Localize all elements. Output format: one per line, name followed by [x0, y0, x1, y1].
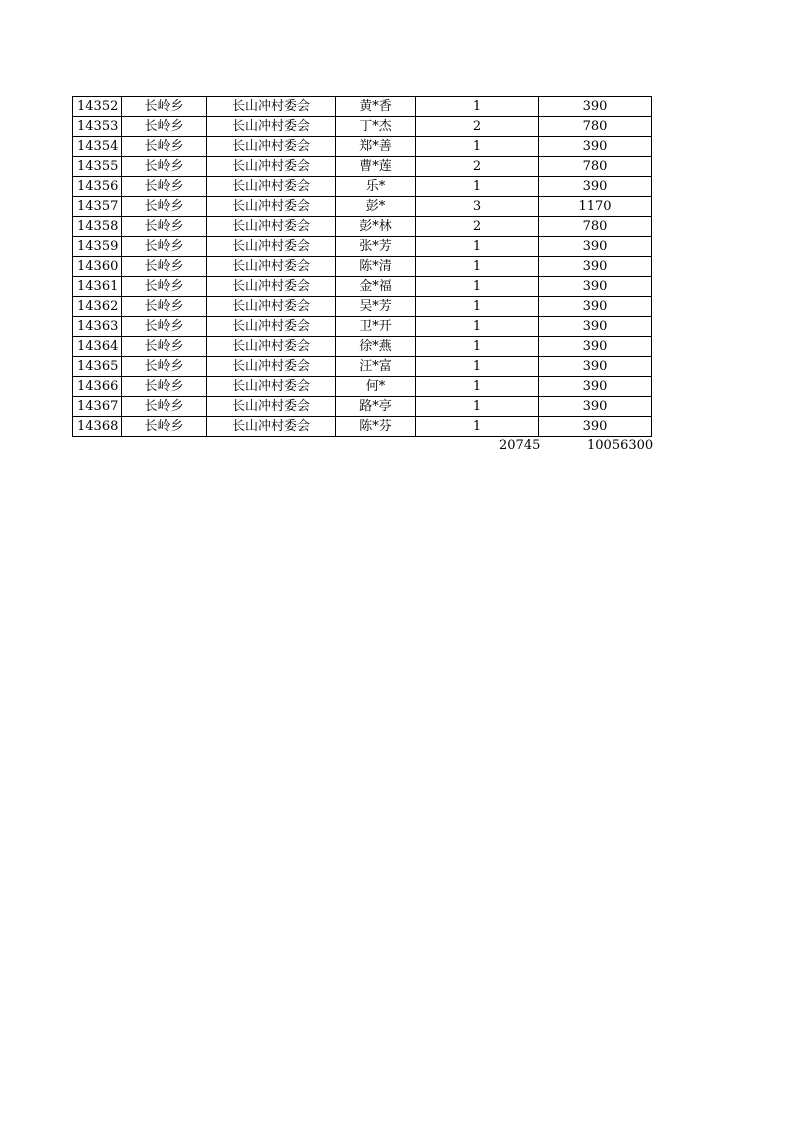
count-cell: 3 [416, 197, 539, 217]
table-row [73, 197, 652, 217]
row-id-cell: 14357 [73, 197, 122, 217]
amount-cell: 390 [539, 337, 652, 357]
table-body [73, 97, 652, 437]
amount-cell: 390 [539, 237, 652, 257]
village-committee-cell: 长山冲村委会 [207, 197, 336, 217]
table-row [73, 377, 652, 397]
village-committee-cell: 长山冲村委会 [207, 317, 336, 337]
table-row [73, 237, 652, 257]
village-committee-cell: 长山冲村委会 [207, 117, 336, 137]
township-cell: 长岭乡 [122, 377, 207, 397]
amount-cell: 390 [539, 377, 652, 397]
count-cell: 1 [416, 177, 539, 197]
count-cell: 1 [416, 137, 539, 157]
amount-cell: 780 [539, 217, 652, 237]
person-name-cell: 吴*芳 [336, 297, 416, 317]
amount-cell: 390 [539, 257, 652, 277]
township-cell: 长岭乡 [122, 117, 207, 137]
person-name-cell: 陈*清 [336, 257, 416, 277]
village-committee-cell: 长山冲村委会 [207, 97, 336, 117]
village-committee-cell: 长山冲村委会 [207, 237, 336, 257]
township-cell: 长岭乡 [122, 357, 207, 377]
person-name-cell: 丁*杰 [336, 117, 416, 137]
table-row [73, 157, 652, 177]
village-committee-cell: 长山冲村委会 [207, 397, 336, 417]
table-row [73, 177, 652, 197]
count-cell: 1 [416, 397, 539, 417]
table-row [73, 257, 652, 277]
amount-cell: 390 [539, 177, 652, 197]
village-committee-cell: 长山冲村委会 [207, 297, 336, 317]
village-committee-cell: 长山冲村委会 [207, 137, 336, 157]
table-row [73, 337, 652, 357]
row-id-cell: 14352 [73, 97, 122, 117]
village-committee-cell: 长山冲村委会 [207, 277, 336, 297]
township-cell: 长岭乡 [122, 257, 207, 277]
table-row [73, 137, 652, 157]
row-id-cell: 14368 [73, 417, 122, 437]
village-committee-cell: 长山冲村委会 [207, 157, 336, 177]
table-row [73, 357, 652, 377]
row-id-cell: 14359 [73, 237, 122, 257]
amount-cell: 390 [539, 357, 652, 377]
totals-row [72, 436, 652, 456]
amount-cell: 390 [539, 317, 652, 337]
township-cell: 长岭乡 [122, 337, 207, 357]
row-id-cell: 14356 [73, 177, 122, 197]
person-name-cell: 金*福 [336, 277, 416, 297]
person-name-cell: 路*亭 [336, 397, 416, 417]
data-table [72, 96, 652, 437]
table-row [73, 317, 652, 337]
count-cell: 1 [416, 337, 539, 357]
amount-cell: 390 [539, 277, 652, 297]
count-cell: 1 [416, 417, 539, 437]
village-committee-cell: 长山冲村委会 [207, 377, 336, 397]
amount-cell: 390 [539, 417, 652, 437]
count-cell: 1 [416, 377, 539, 397]
row-id-cell: 14362 [73, 297, 122, 317]
table-row [73, 417, 652, 437]
table-row [73, 217, 652, 237]
township-cell: 长岭乡 [122, 217, 207, 237]
person-name-cell: 张*芳 [336, 237, 416, 257]
row-id-cell: 14353 [73, 117, 122, 137]
person-name-cell: 何* [336, 377, 416, 397]
township-cell: 长岭乡 [122, 237, 207, 257]
village-committee-cell: 长山冲村委会 [207, 417, 336, 437]
person-name-cell: 曹*莲 [336, 157, 416, 177]
person-name-cell: 卫*开 [336, 317, 416, 337]
village-committee-cell: 长山冲村委会 [207, 357, 336, 377]
amount-cell: 780 [539, 157, 652, 177]
row-id-cell: 14361 [73, 277, 122, 297]
township-cell: 长岭乡 [122, 97, 207, 117]
count-cell: 1 [416, 297, 539, 317]
amount-cell: 780 [539, 117, 652, 137]
count-cell: 1 [416, 317, 539, 337]
person-name-cell: 彭*林 [336, 217, 416, 237]
township-cell: 长岭乡 [122, 197, 207, 217]
row-id-cell: 14363 [73, 317, 122, 337]
township-cell: 长岭乡 [122, 397, 207, 417]
person-name-cell: 陈*芬 [336, 417, 416, 437]
amount-cell: 1170 [539, 197, 652, 217]
village-committee-cell: 长山冲村委会 [207, 337, 336, 357]
count-cell: 1 [416, 97, 539, 117]
village-committee-cell: 长山冲村委会 [207, 257, 336, 277]
total-amount: 10056300 [587, 438, 654, 453]
total-count: 20745 [499, 438, 541, 453]
village-committee-cell: 长山冲村委会 [207, 217, 336, 237]
row-id-cell: 14360 [73, 257, 122, 277]
person-name-cell: 徐*燕 [336, 337, 416, 357]
count-cell: 1 [416, 237, 539, 257]
amount-cell: 390 [539, 397, 652, 417]
township-cell: 长岭乡 [122, 417, 207, 437]
count-cell: 1 [416, 277, 539, 297]
table-row [73, 117, 652, 137]
table-row [73, 397, 652, 417]
row-id-cell: 14354 [73, 137, 122, 157]
township-cell: 长岭乡 [122, 157, 207, 177]
count-cell: 1 [416, 257, 539, 277]
row-id-cell: 14355 [73, 157, 122, 177]
row-id-cell: 14367 [73, 397, 122, 417]
count-cell: 2 [416, 117, 539, 137]
township-cell: 长岭乡 [122, 177, 207, 197]
row-id-cell: 14366 [73, 377, 122, 397]
amount-cell: 390 [539, 297, 652, 317]
township-cell: 长岭乡 [122, 317, 207, 337]
person-name-cell: 乐* [336, 177, 416, 197]
person-name-cell: 彭* [336, 197, 416, 217]
row-id-cell: 14358 [73, 217, 122, 237]
row-id-cell: 14364 [73, 337, 122, 357]
township-cell: 长岭乡 [122, 277, 207, 297]
amount-cell: 390 [539, 137, 652, 157]
table-row [73, 277, 652, 297]
table-row [73, 97, 652, 117]
count-cell: 2 [416, 157, 539, 177]
row-id-cell: 14365 [73, 357, 122, 377]
person-name-cell: 汪*富 [336, 357, 416, 377]
person-name-cell: 黄*香 [336, 97, 416, 117]
table-row [73, 297, 652, 317]
person-name-cell: 郑*善 [336, 137, 416, 157]
amount-cell: 390 [539, 97, 652, 117]
township-cell: 长岭乡 [122, 137, 207, 157]
village-committee-cell: 长山冲村委会 [207, 177, 336, 197]
township-cell: 长岭乡 [122, 297, 207, 317]
count-cell: 2 [416, 217, 539, 237]
count-cell: 1 [416, 357, 539, 377]
